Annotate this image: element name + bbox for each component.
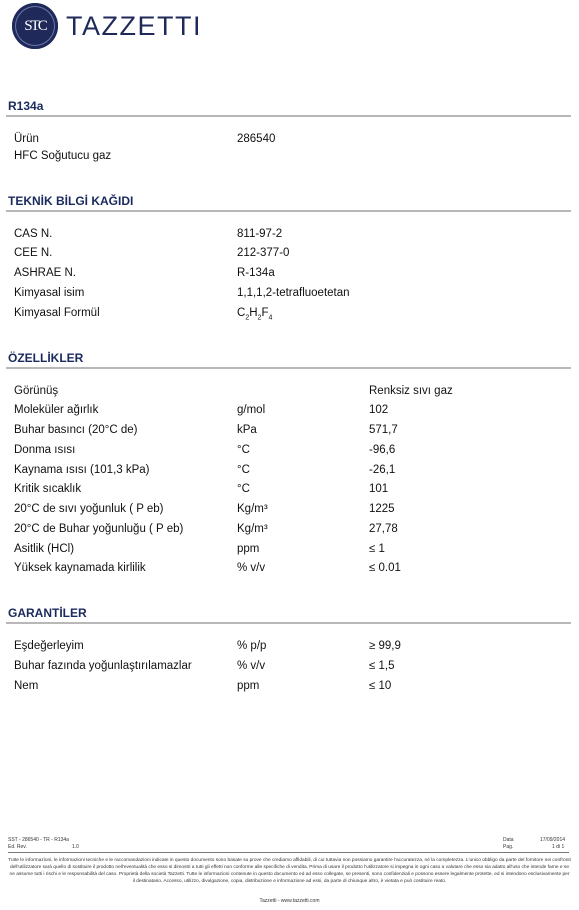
guarantee-unit: ppm bbox=[237, 680, 260, 692]
footer-doc-code: SST - 286540 - TR - R134a bbox=[8, 837, 69, 843]
tech-row-label: CAS N. bbox=[14, 228, 53, 240]
tech-row-label: Kimyasal Formül bbox=[14, 307, 100, 319]
property-value: 571,7 bbox=[369, 424, 398, 436]
guarantee-value: ≤ 10 bbox=[369, 680, 392, 692]
property-value: 102 bbox=[369, 404, 389, 416]
product-title: R134a bbox=[8, 99, 44, 113]
property-value: ≤ 0.01 bbox=[369, 562, 401, 574]
property-unit: °C bbox=[237, 483, 250, 495]
footer-date-value: 17/09/2014 bbox=[540, 837, 566, 843]
property-value: Renksiz sıvı gaz bbox=[369, 385, 453, 397]
tech-row-value: 212-377-0 bbox=[237, 247, 290, 259]
property-unit: °C bbox=[237, 464, 250, 476]
section-divider bbox=[6, 622, 571, 624]
guarantee-unit: % p/p bbox=[237, 640, 267, 652]
property-label: Moleküler ağırlık bbox=[14, 404, 99, 416]
property-unit: Kg/m³ bbox=[237, 503, 268, 515]
property-value: 101 bbox=[369, 483, 389, 495]
footer-date-label: Data bbox=[503, 837, 514, 843]
guarantee-label: Eşdeğerleyim bbox=[14, 640, 84, 652]
footer-divider bbox=[8, 852, 569, 853]
footer-page-label: Pag. bbox=[503, 844, 514, 850]
product-code: 286540 bbox=[237, 133, 276, 145]
property-unit: % v/v bbox=[237, 562, 266, 574]
section-divider bbox=[6, 367, 571, 369]
properties-title: ÖZELLİKLER bbox=[8, 351, 84, 365]
property-label: Buhar basıncı (20°C de) bbox=[14, 424, 138, 436]
section-divider bbox=[6, 115, 571, 117]
property-label: Görünüş bbox=[14, 385, 59, 397]
property-label: Kritik sıcaklık bbox=[14, 483, 82, 495]
tech-row-label: Kimyasal isim bbox=[14, 287, 85, 299]
property-label: Donma ısısı bbox=[14, 444, 76, 456]
tech-row-value: 811-97-2 bbox=[237, 228, 283, 240]
product-label: Ürün bbox=[14, 133, 39, 145]
company-logo bbox=[12, 3, 202, 49]
property-label: 20°C de sıvı yoğunluk ( P eb) bbox=[14, 503, 164, 515]
guarantees-title: GARANTİLER bbox=[8, 606, 87, 620]
tazzetti-seal-icon bbox=[12, 3, 58, 49]
seal-letters: STC bbox=[24, 17, 46, 34]
guarantee-value: ≥ 99,9 bbox=[369, 640, 401, 652]
guarantee-label: Buhar fazında yoğunlaştırılamazlar bbox=[14, 660, 192, 672]
property-unit: °C bbox=[237, 444, 250, 456]
property-label: Asitlik (HCl) bbox=[14, 543, 75, 555]
property-value: 1225 bbox=[369, 503, 395, 515]
section-divider bbox=[6, 210, 571, 212]
guarantee-value: ≤ 1,5 bbox=[369, 660, 395, 672]
brand-name: TAZZETTI bbox=[66, 10, 202, 41]
property-unit: kPa bbox=[237, 424, 257, 436]
property-label: Kaynama ısısı (101,3 kPa) bbox=[14, 464, 150, 476]
footer-page-value: 1 di 1 bbox=[552, 844, 565, 850]
property-value: -96,6 bbox=[369, 444, 396, 456]
property-unit: ppm bbox=[237, 543, 260, 555]
property-value: -26,1 bbox=[369, 464, 396, 476]
footer-website: Tazzetti - www.tazzetti.com bbox=[259, 898, 320, 904]
guarantee-unit: % v/v bbox=[237, 660, 266, 672]
footer-revision-value: 1.0 bbox=[72, 844, 79, 850]
tech-row-value: R-134a bbox=[237, 267, 275, 279]
chemical-formula: $C_2H_2F_4$ bbox=[237, 307, 273, 322]
tech-row-value: 1,1,1,2-tetrafluoetetan bbox=[237, 287, 350, 299]
product-description: HFC Soğutucu gaz bbox=[14, 150, 112, 162]
footer-revision-label: Ed. Rev. bbox=[8, 844, 27, 850]
property-label: 20°C de Buhar yoğunluğu ( P eb) bbox=[14, 523, 184, 535]
tech-row-label: CEE N. bbox=[14, 247, 53, 259]
guarantee-label: Nem bbox=[14, 680, 39, 692]
footer-disclaimer: Tutte le informazioni, le informazioni tecniche e le raccomandazioni indicate in questo documento sono basate su prove che crediamo affidabili, di cui tuttavia non possiamo garantire l'accuratezza, né la completezza. L'unico obbligo da parte del fornitore nei confronti dell'utilizzatore sarà quello di sostituire il prodotto nell'eventualità che esso si dimostri a tutti gli effetti non conforme alle specifiche di vendita. Prima di usare il prodotto l'utilizzatore si impegna in ogni caso a valutare che esso sia adatto all'uso che intende farne e se ne assume tutti i rischi e le responsabilità del caso. Proprietà della società Tazzetti. Tutte le informazioni contenute in questo documento ed ad esso collegate, se presenti, sono confidenziali e possono essere legalmente protette, ed si intendono esclusivamente per il destinatario. Accesso, utilizzo, divulgazione, copia, distribuzione e informazione ad essi, da parte di chiunque altro, è vietata e può costituire reato. bbox=[8, 858, 571, 884]
tech-row-label: ASHRAE N. bbox=[14, 267, 76, 279]
tech-sheet-title: TEKNİK BİLGİ KAĞIDI bbox=[8, 194, 134, 208]
property-label: Yüksek kaynamada kirlilik bbox=[14, 562, 146, 574]
property-unit: Kg/m³ bbox=[237, 523, 268, 535]
property-unit: g/mol bbox=[237, 404, 266, 416]
property-value: 27,78 bbox=[369, 523, 398, 535]
property-value: ≤ 1 bbox=[369, 543, 385, 555]
